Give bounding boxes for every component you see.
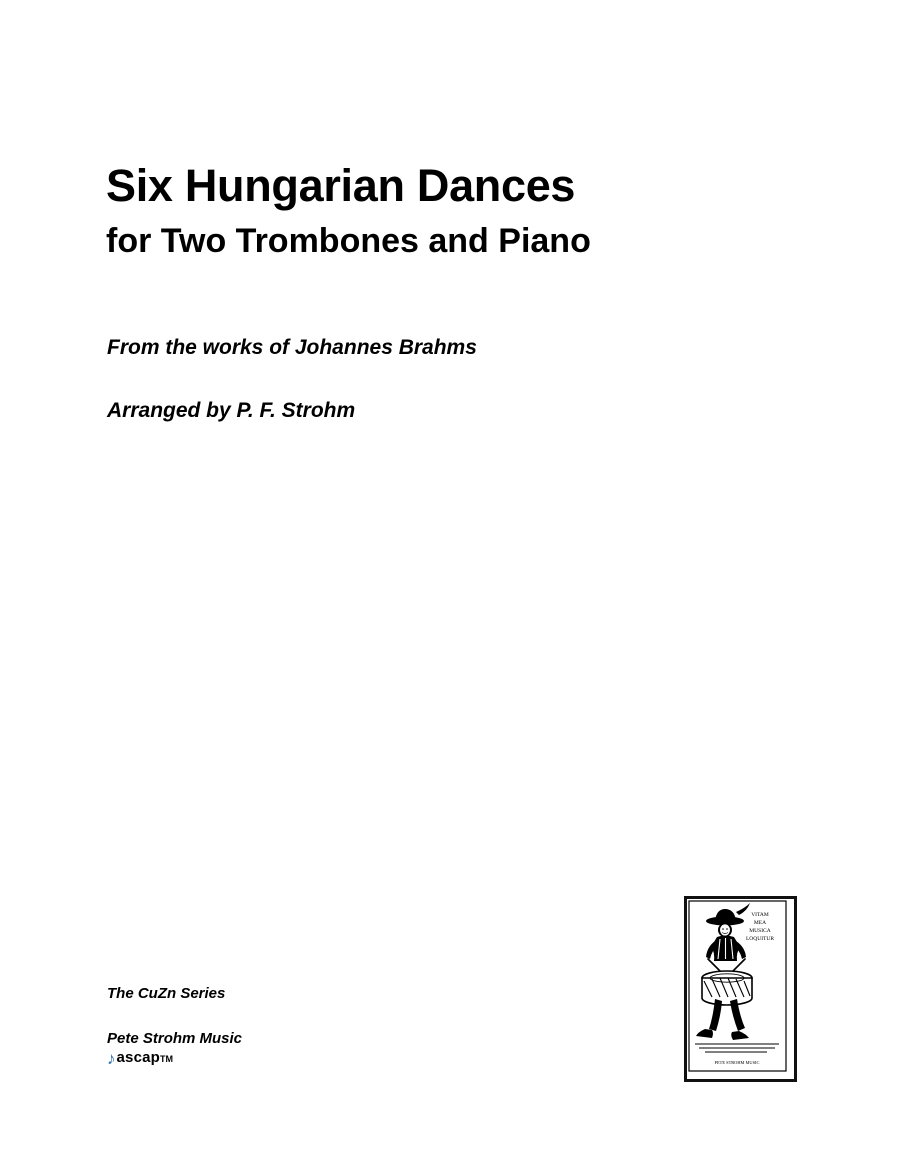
svg-text:LOQUITUR: LOQUITUR (745, 936, 775, 942)
svg-text:VITAM: VITAM (751, 912, 769, 918)
arranger-credit: Arranged by P. F. Strohm (107, 399, 356, 423)
ascap-block (107, 1049, 527, 1066)
svg-text:PETE STROHM MUSIC: PETE STROHM MUSIC (714, 1060, 760, 1065)
credits-block (107, 335, 807, 423)
source-credit: From the works of Johannes Brahms (107, 336, 477, 359)
trademark-label: TM (160, 1053, 174, 1064)
page-title: Six Hungarian Dances (106, 160, 576, 211)
svg-text:MUSICA: MUSICA (749, 928, 771, 934)
music-note-icon: ♪ (107, 1049, 116, 1068)
publisher-logo (684, 896, 797, 1082)
svg-text:MEA: MEA (753, 920, 767, 926)
woodcut-drummer-icon (687, 899, 788, 1073)
publisher-name: Pete Strohm Music (107, 1030, 243, 1047)
footer-block (107, 985, 527, 1066)
page-subtitle: for Two Trombones and Piano (106, 221, 591, 260)
ascap-label: ascap (116, 1049, 161, 1066)
title-block (106, 162, 806, 260)
series-name: The CuZn Series (107, 985, 226, 1002)
